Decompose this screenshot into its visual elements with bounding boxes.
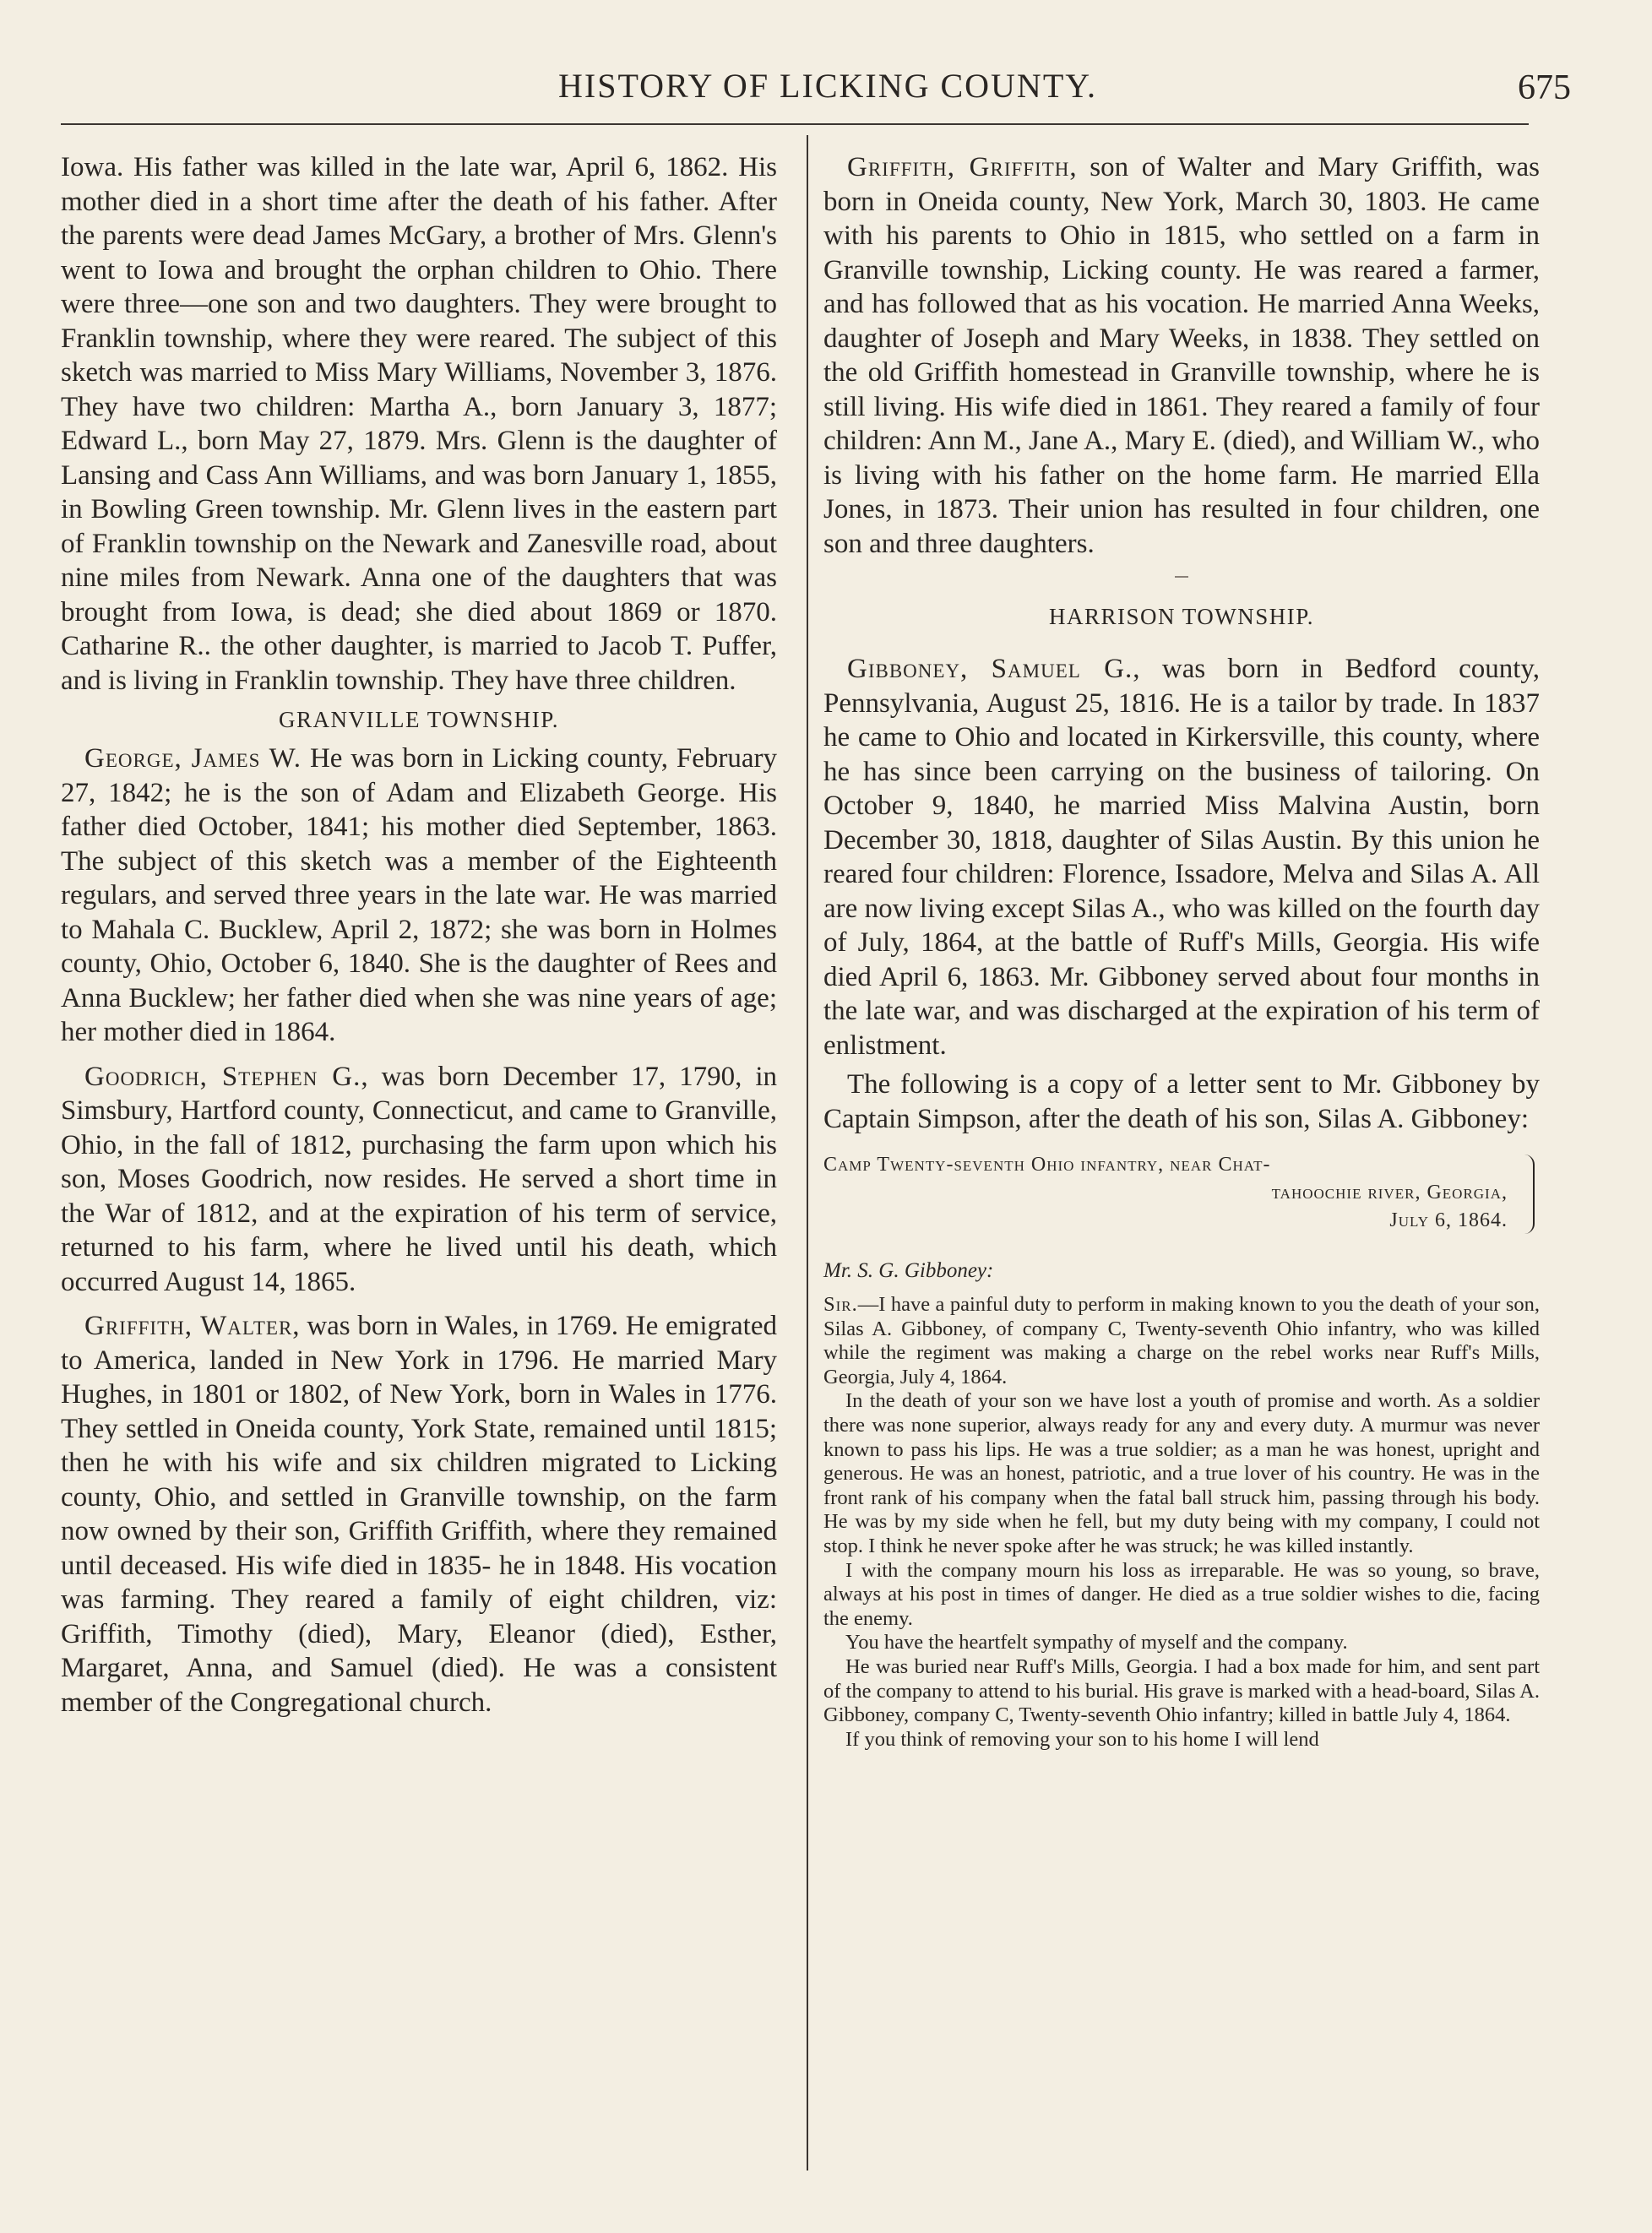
letter-paragraph-1-text: —I have a painful duty to perform in making known to you the death of your son, Silas A. Gibboney, of company C, Twenty-seventh Ohio infantry, who was killed while the regiment was making a charge on the rebel works near Ruff's Mills, Georgia, July 4, 1864. (823, 1293, 1540, 1388)
goodrich-entry-text: , was born December 17, 1790, in Simsbury, Hartford county, Connecticut, and came to Granville, Ohio, in the fall of 1812, purchasing the farm upon which his son, Moses Goodrich, now resides. He served a short time in the War of 1812, and at the expiration of his term of service, returned to his farm, where he lived until his death, which occurred August 14, 1865. (61, 1061, 777, 1297)
george-entry (61, 742, 777, 1050)
letter-sir: Sir. (823, 1293, 858, 1316)
gibboney-entry (823, 652, 1540, 1062)
granville-township-heading: GRANVILLE TOWNSHIP. (279, 707, 559, 732)
letter-heading-line-2: tahoochie river, Georgia, (1271, 1182, 1508, 1203)
running-header-title: HISTORY OF LICKING COUNTY. (558, 67, 1097, 105)
letter-paragraph-1 (823, 1293, 1540, 1389)
gibboney-entry-text: , was born in Bedford county, Pennsylvania, August 25, 1816. He is a tailor by trade. In 1837 he came to Ohio and located in Kirkersville, this county, where he has since been carrying on the business of tailoring. On October 9, 1840, he married Miss Malvina Austin, born December 30, 1818, daughter of Silas Austin. By this union he reared four children: Florence, Issadore, Melva and Silas A. All are now living except Silas A., who was killed on the fourth day of July, 1864, at the battle of Ruff's Mills, Georgia. His wife died April 6, 1863. Mr. Gibboney served about four months in the late war, and was discharged at the expiration of his term of enlistment. (823, 654, 1540, 1061)
walter-griffith-entry-name: Griffith, Walter (84, 1311, 293, 1341)
letter-salutation: Mr. S. G. Gibboney: (823, 1259, 994, 1282)
right-column (823, 150, 1540, 1752)
separator-rule (1175, 576, 1188, 578)
harrison-township-heading: HARRISON TOWNSHIP. (1048, 604, 1315, 629)
right-brace (1518, 1155, 1535, 1234)
header-rule (61, 123, 1529, 125)
letter-heading-line-1: Camp Twenty-seventh Ohio infantry, near Chat- (823, 1154, 1271, 1176)
left-column (61, 150, 777, 1725)
griffith-griffith-entry-text: , son of Walter and Mary Griffith, was born in Oneida county, New York, March 30, 1803. He came with his parents to Ohio in 1815, who settled on a farm in Granville township, Licking county. He was reared a farmer, and has followed that as his vocation. He married Anna Weeks, daughter of Joseph and Mary Weeks, in 1838. They settled on the old Griffith homestead in Granville township, where he is still living. His wife died in 1861. They reared a family of four children: Ann M., Jane A., Mary E. (died), and William W., who is living with his father on the home farm. He married Ella Jones, in 1873. Their union has resulted in four children, one son and three daughters. (823, 152, 1540, 559)
griffith-griffith-entry-name: Griffith, Griffith (847, 152, 1070, 182)
letter-heading (823, 1151, 1540, 1251)
goodrich-entry-name: Goodrich, Stephen G. (84, 1061, 361, 1092)
george-entry-name: George, James W. (84, 743, 302, 774)
goodrich-entry (61, 1060, 777, 1300)
letter-paragraph-5: He was buried near Ruff's Mills, Georgia. I had a box made for him, and sent part of the company to attend to his burial. His grave is marked with a head-board, Silas A. Gibboney, company C, Twenty-seventh Ohio infantry; killed in battle July 4, 1864. (823, 1654, 1540, 1727)
letter-paragraph-6: If you think of removing your son to his home I will lend (845, 1727, 1319, 1751)
griffith-griffith-entry (823, 150, 1540, 561)
letter-paragraph-2: In the death of your son we have lost a youth of promise and worth. As a soldier there was none superior, always ready for any and every duty. A murmur was never known to pass his lips. He was a true soldier; as a man he was honest, upright and generous. He was an honest, patriotic, and a true lover of his country. He was in the front rank of his company when the fatal ball struck him, passing through his body. He was by my side when he fell, but my duty being with my company, I could not stop. I think he never spoke after he was struck; he was killed instantly. (823, 1389, 1540, 1557)
letter-heading-date: July 6, 1864. (1389, 1209, 1508, 1231)
letter-intro-paragraph: The following is a copy of a letter sent to Mr. Gibboney by Captain Simpson, after the death of his son, Silas A. Gibboney: (823, 1069, 1540, 1134)
page-number: 675 (1518, 68, 1571, 107)
george-entry-text: He was born in Licking county, February 27, 1842; he is the son of Adam and Elizabeth George. His father died October, 1841; his mother died September, 1863. The subject of this sketch was a member of the Eighteenth regulars, and served three years in the late war. He was married to Mahala C. Bucklew, April 2, 1872; she was born in Holmes county, Ohio, October 6, 1840. She is the daughter of Rees and Anna Bucklew; her father died when she was nine years of age; her mother died in 1864. (61, 743, 777, 1047)
column-divider (807, 135, 808, 2171)
walter-griffith-entry (61, 1309, 777, 1720)
glenn-continuation-paragraph: Iowa. His father was killed in the late war, April 6, 1862. His mother died in a short time after the death of his father. After the parents were dead James McGary, a brother of Mrs. Glenn's went to Iowa and brought the orphan children to Ohio. There were three—one son and two daughters. They were brought to Franklin township, where they were reared. The subject of this sketch was married to Miss Mary Williams, November 3, 1876. They have two children: Martha A., born January 3, 1877; Edward L., born May 27, 1879. Mrs. Glenn is the daughter of Lansing and Cass Ann Williams, and was born January 1, 1855, in Bowling Green township. Mr. Glenn lives in the eastern part of Franklin township on the Newark and Zanesville road, about nine miles from Newark. Anna one of the daughters that was brought from Iowa, is dead; she died about 1869 or 1870. Catharine R.. the other daughter, is married to Jacob T. Puffer, and is living in Franklin township. They have three children. (61, 152, 777, 696)
walter-griffith-entry-text: , was born in Wales, in 1769. He emigrated to America, landed in New York in 1796. He married Mary Hughes, in 1801 or 1802, of New York, born in Wales in 1776. They settled in Oneida county, York State, remained until 1815; then he with his wife and six children migrated to Licking county, Ohio, and settled in Granville township, on the farm now owned by their son, Griffith Griffith, where they remained until deceased. His wife died in 1835- he in 1848. His vocation was farming. They reared a family of eight children, viz: Griffith, Timothy (died), Mary, Eleanor (died), Esther, Margaret, Anna, and Samuel (died). He was a consistent member of the Congregational church. (61, 1311, 777, 1718)
letter-paragraph-4: You have the heartfelt sympathy of myself and the company. (845, 1631, 1348, 1654)
gibboney-entry-name: Gibboney, Samuel G. (847, 654, 1133, 684)
letter-paragraph-3: I with the company mourn his loss as irreparable. He was so young, so brave, always at his post in times of danger. He died as a true soldier wishes to die, facing the enemy. (823, 1558, 1540, 1630)
